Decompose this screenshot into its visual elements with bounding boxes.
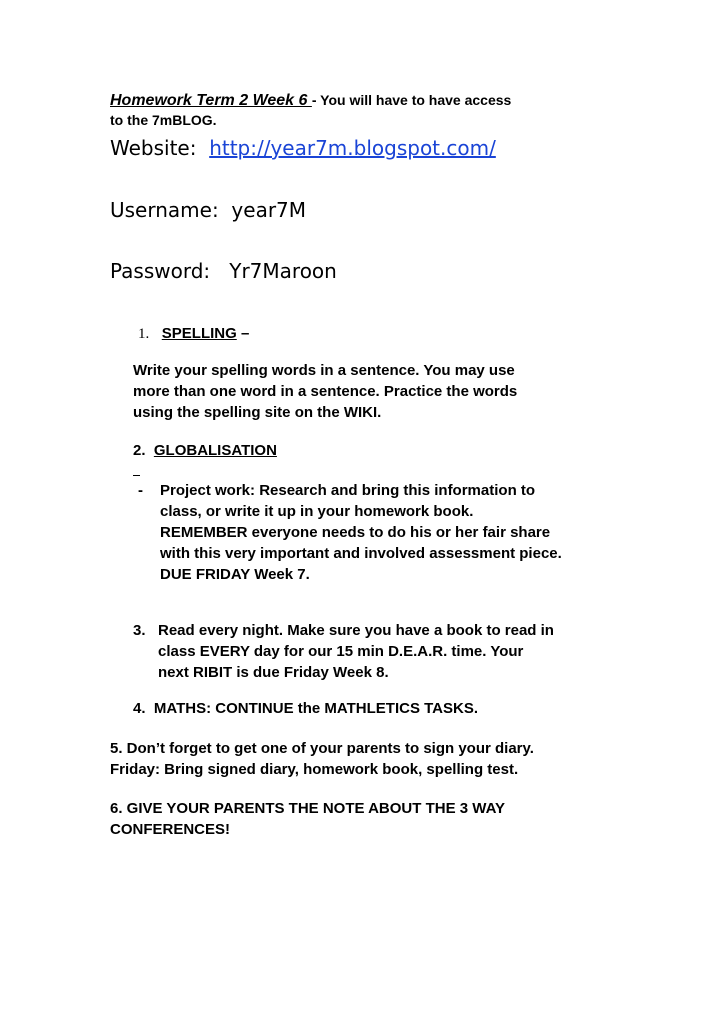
password-row — [110, 258, 337, 284]
item5-line: 5. Don’t forget to get one of your parents to sign your diary. — [110, 740, 534, 757]
item1-heading-row — [138, 324, 249, 344]
item5-line: Friday: Bring signed diary, homework book, spelling test. — [110, 761, 519, 778]
empty-list-marker — [133, 475, 140, 476]
item4-text: MATHS: CONTINUE the MATHLETICS TASKS. — [153, 700, 479, 717]
item1-heading: SPELLING — [161, 325, 237, 342]
password-label: Password: — [110, 259, 211, 283]
username-row — [110, 197, 306, 223]
item2-heading-row — [133, 441, 277, 461]
item1-line: using the spelling site on the WIKI. — [133, 404, 382, 421]
item3-line: next RIBIT is due Friday Week 8. — [158, 664, 389, 681]
item4-number: 4. — [133, 700, 146, 717]
item2-bullet: - — [138, 482, 143, 499]
website-link[interactable]: http://year7m.blogspot.com/ — [209, 136, 496, 160]
item2-line: with this very important and involved assessment piece. — [160, 545, 562, 562]
header-note: - You will have to have access — [311, 92, 512, 108]
item2-line: class, or write it up in your homework book. — [160, 503, 474, 520]
item6-line: CONFERENCES! — [110, 821, 231, 838]
item1-line: Write your spelling words in a sentence. You may use — [133, 362, 515, 379]
username-label: Username: — [110, 198, 219, 222]
item1-dash: – — [236, 325, 250, 342]
website-label: Website: — [110, 136, 197, 160]
item3-number: 3. — [133, 622, 146, 639]
password-value: Yr7Maroon — [229, 259, 337, 283]
item3-line: Read every night. Make sure you have a book to read in — [158, 622, 554, 639]
header-note-line2: to the 7mBLOG. — [110, 112, 217, 128]
item6-line: 6. GIVE YOUR PARENTS THE NOTE ABOUT THE 3 WAY — [110, 800, 506, 817]
item2-line: Project work: Research and bring this information to — [160, 482, 536, 499]
page-header — [110, 90, 511, 111]
page-title: Homework Term 2 Week 6 — [110, 92, 312, 109]
item2-heading: GLOBALISATION — [153, 442, 277, 459]
item3-line: class EVERY day for our 15 min D.E.A.R. time. Your — [158, 643, 524, 660]
item2-number: 2. — [133, 442, 146, 459]
item2-line: DUE FRIDAY Week 7. — [160, 566, 310, 583]
item1-number: 1. — [138, 326, 150, 342]
item2-line: REMEMBER everyone needs to do his or her fair share — [160, 524, 551, 541]
username-value: year7M — [231, 198, 307, 222]
website-row — [110, 135, 496, 161]
item1-line: more than one word in a sentence. Practice the words — [133, 383, 518, 400]
item4-row — [133, 699, 478, 719]
